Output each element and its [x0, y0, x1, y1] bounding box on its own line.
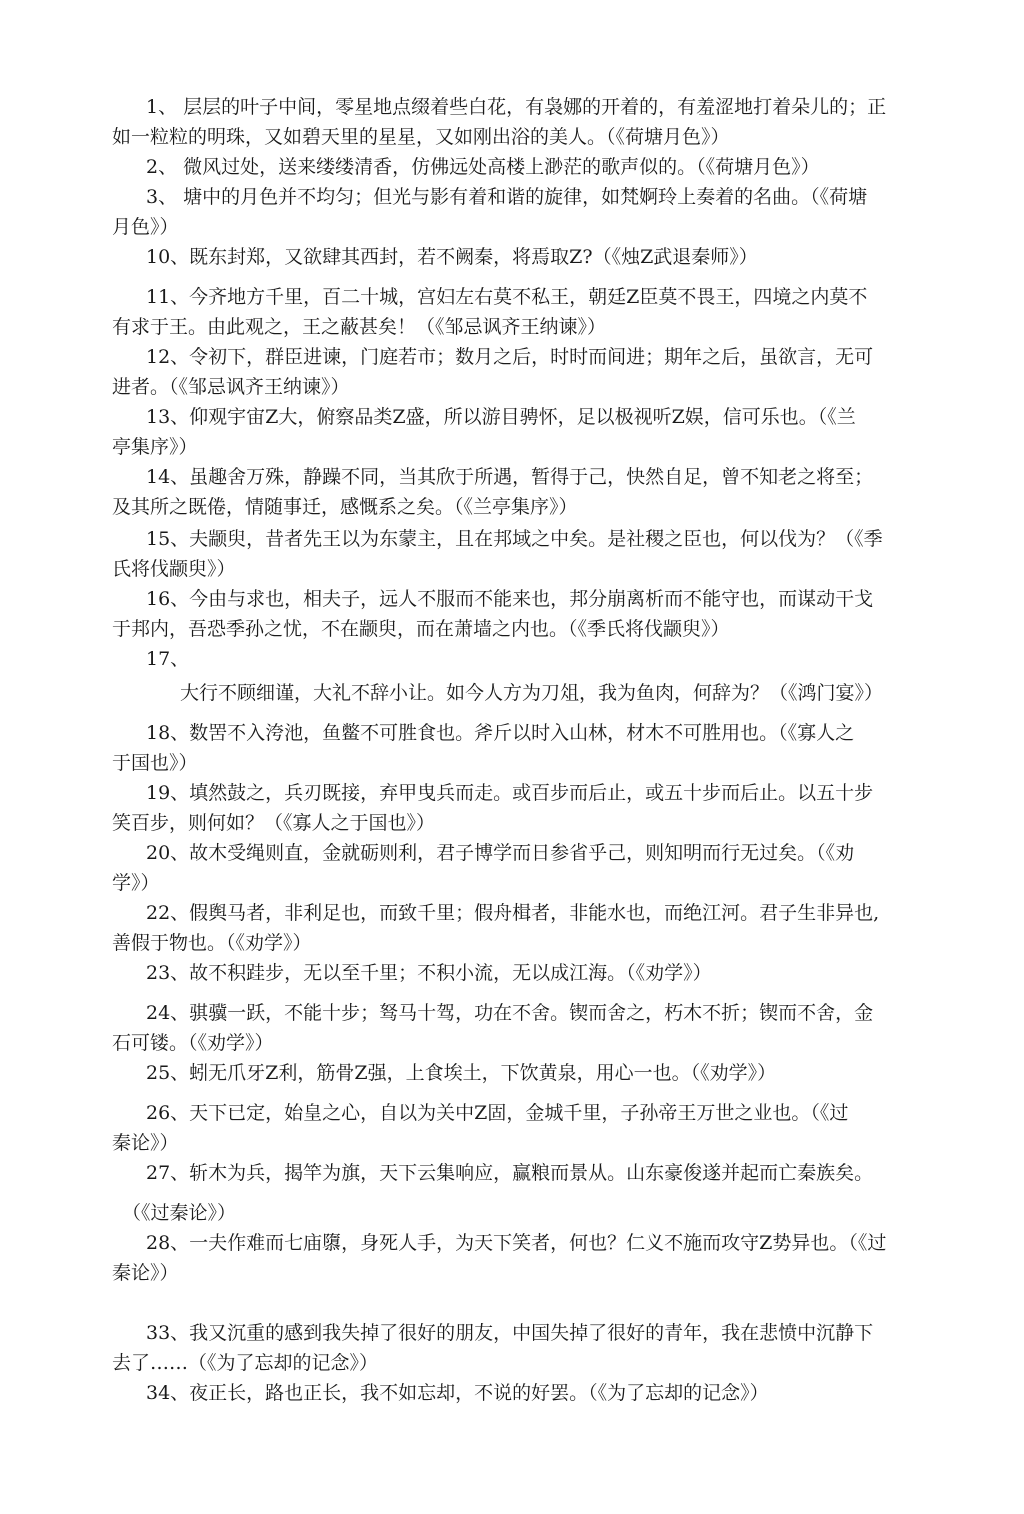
- verse-line: 16、今由与求也，相夫子，远人不服而不能来也，邦分崩离析而不能守也，而谋动干戈: [146, 588, 874, 610]
- verse-item: [112, 524, 912, 584]
- verse-line: 于国也》）: [112, 752, 198, 774]
- verse-item: [112, 1158, 912, 1188]
- verse-item: [112, 282, 912, 342]
- verse-line: 24、骐骥一跃，不能十步；驽马十驾，功在不舍。锲而舍之，朽木不折；锲而不舍，金: [146, 1002, 874, 1024]
- verse-line: 秦论》）: [112, 1132, 179, 1154]
- verse-line: 秦论》）: [112, 1262, 179, 1284]
- verse-line: （《过秦论》）: [122, 1202, 237, 1224]
- verse-line: 11、今齐地方千里，百二十城，宫妇左右莫不私王，朝廷Z臣莫不畏王，四境之内莫不: [146, 286, 868, 308]
- verse-item: [180, 678, 910, 708]
- verse-line: 23、故不积跬步，无以至千里；不积小流，无以成江海。（《劝学》）: [146, 962, 712, 984]
- verse-line: 2、 微风过处，送来缕缕清香，仿佛远处高楼上渺茫的歌声似的。（《荷塘月色》）: [146, 156, 820, 178]
- verse-line: 如一粒粒的明珠，又如碧天里的星星，又如刚出浴的美人。（《荷塘月色》）: [112, 126, 730, 148]
- verse-item: [112, 898, 912, 958]
- verse-line: 氏将伐颛臾》）: [112, 558, 236, 580]
- verse-item: [112, 1228, 912, 1288]
- verse-line: 有求于王。由此观之，王之蔽甚矣！（《邹忌讽齐王纳谏》）: [112, 316, 607, 338]
- verse-item: [112, 402, 912, 462]
- verse-line: 及其所之既倦，情随事迁，感慨系之矣。（《兰亭集序》）: [112, 496, 578, 518]
- verse-line: 14、虽趣舍万殊，静躁不同，当其欣于所遇，暂得于己，快然自足，曾不知老之将至；: [146, 466, 874, 488]
- verse-line: 18、数罟不入洿池，鱼鳖不可胜食也。斧斤以时入山林，材木不可胜用也。（《寡人之: [146, 722, 855, 744]
- verse-line: 20、故木受绳则直，金就砺则利，君子博学而日参省乎己，则知明而行无过矣。（《劝: [146, 842, 855, 864]
- verse-item: [112, 584, 912, 644]
- verse-item: [112, 1058, 912, 1088]
- verse-line: 大行不顾细谨，大礼不辞小让。如今人方为刀俎，我为鱼肉，何辞为？（《鸿门宴》）: [180, 682, 884, 704]
- verse-line: 15、夫颛臾，昔者先王以为东蒙主，且在邦域之中矣。是社稷之臣也，何以伐为？（《季: [146, 528, 883, 550]
- verse-line: 13、仰观宇宙Z大，俯察品类Z盛，所以游目骋怀，足以极视听Z娱，信可乐也。（《兰: [146, 406, 856, 428]
- verse-item: [112, 958, 912, 988]
- verse-item: [112, 1378, 912, 1408]
- verse-line: 石可镂。（《劝学》）: [112, 1032, 274, 1054]
- verse-item: [112, 92, 912, 152]
- verse-line: 于邦内，吾恐季孙之忧，不在颛臾，而在萧墙之内也。（《季氏将伐颛臾》）: [112, 618, 730, 640]
- verse-item: [112, 718, 912, 778]
- verse-line: 34、夜正长，路也正长，我不如忘却，不说的好罢。（《为了忘却的记念》）: [146, 1382, 769, 1404]
- verse-line: 22、假舆马者，非利足也，而致千里；假舟楫者，非能水也，而绝江河。君子生非异也,: [146, 902, 880, 924]
- verse-line: 26、天下已定，始皇之心，自以为关中Z固，金城千里，子孙帝王万世之业也。（《过: [146, 1102, 849, 1124]
- verse-line: 1、 层层的叶子中间，零星地点缀着些白花，有袅娜的开着的，有羞涩地打着朵儿的；正: [146, 96, 887, 118]
- verse-item: [112, 242, 912, 272]
- verse-item: [112, 152, 912, 182]
- verse-line: 学》）: [112, 872, 160, 894]
- verse-line: 去了……（《为了忘却的记念》）: [112, 1352, 379, 1374]
- verse-item: [122, 1198, 922, 1228]
- verse-line: 进者。（《邹忌讽齐王纳谏》）: [112, 376, 350, 398]
- verse-line: 25、蚓无爪牙Z利，筋骨Z强，上食埃土，下饮黄泉，用心一也。（《劝学》）: [146, 1062, 777, 1084]
- verse-item: [112, 644, 912, 674]
- verse-line: 10、既东封郑，又欲肆其西封，若不阙秦，将焉取Z?（《烛Z武退秦师》）: [146, 246, 758, 268]
- verse-item: [112, 462, 912, 522]
- verse-line: 33、我又沉重的感到我失掉了很好的朋友，中国失掉了很好的青年，我在悲愤中沉静下: [146, 1322, 874, 1344]
- verse-line: 12、令初下，群臣进谏，门庭若市；数月之后，时时而间进；期年之后，虽欲言，无可: [146, 346, 874, 368]
- verse-item: [112, 998, 912, 1058]
- verse-item: [112, 342, 912, 402]
- verse-line: 19、填然鼓之，兵刃既接，弃甲曳兵而走。或百步而后止，或五十步而后止。以五十步: [146, 782, 874, 804]
- verse-item: [112, 1318, 912, 1378]
- verse-line: 亭集序》）: [112, 436, 198, 458]
- verse-line: 17、: [146, 648, 190, 670]
- verse-item: [112, 778, 912, 838]
- verse-item: [112, 838, 912, 898]
- verse-line: 笑百步，则何如？（《寡人之于国也》）: [112, 812, 436, 834]
- verse-line: 28、一夫作难而七庙隳，身死人手，为天下笑者，何也？仁义不施而攻守Z势异也。（《过: [146, 1232, 887, 1254]
- verse-line: 月色》）: [112, 216, 179, 238]
- verse-line: 3、 塘中的月色并不均匀；但光与影有着和谐的旋律，如梵婀玲上奏着的名曲。（《荷塘: [146, 186, 868, 208]
- verse-line: 27、斩木为兵，揭竿为旗，天下云集响应，赢粮而景从。山东豪俊遂并起而亡秦族矣。: [146, 1162, 874, 1184]
- verse-line: 善假于物也。（《劝学》）: [112, 932, 312, 954]
- verse-item: [112, 182, 912, 242]
- verse-item: [112, 1098, 912, 1158]
